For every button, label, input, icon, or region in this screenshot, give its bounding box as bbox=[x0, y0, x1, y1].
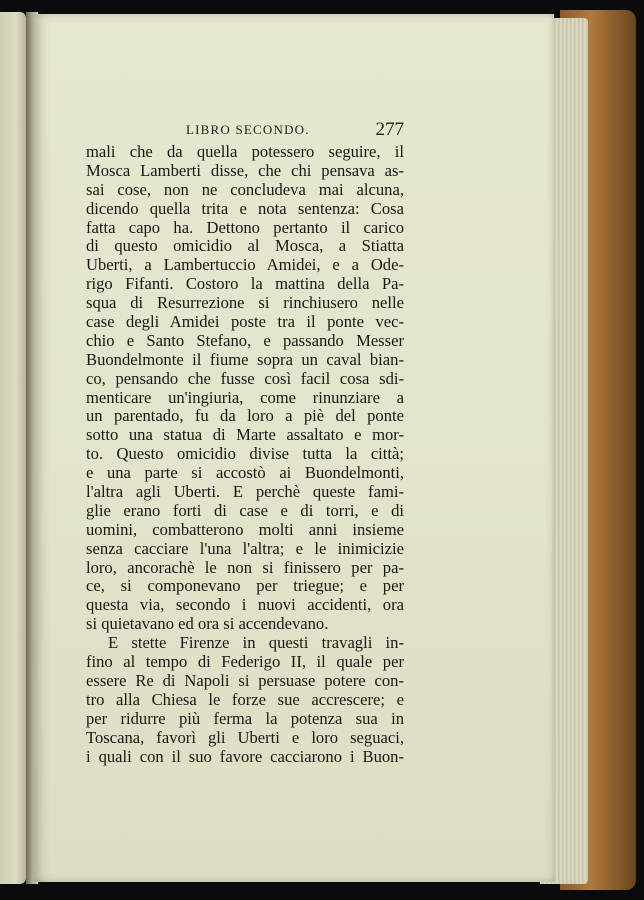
text-line: rigo Fifanti. Costoro la mattina della Pa- bbox=[86, 274, 404, 294]
text-line: tro alla Chiesa le forze sue accrescere; e bbox=[86, 689, 404, 709]
text-line: per ridurre più ferma la potenza sua in bbox=[86, 708, 404, 728]
text-line: e una parte si accostò ai Buondelmonti, bbox=[86, 463, 404, 483]
text-line: sai cose, non ne concludeva mai alcuna, bbox=[86, 179, 404, 199]
text-line: glie erano forti di case e di torri, e di bbox=[86, 500, 404, 520]
text-line: squa di Resurrezione si rinchiusero nelle bbox=[86, 293, 404, 313]
text-line: Buondelmonte il fiume sopra un caval bian- bbox=[86, 349, 404, 369]
body-text bbox=[86, 143, 404, 766]
page-header bbox=[186, 119, 404, 143]
text-line: to. Questo omicidio divise tutta la città; bbox=[86, 444, 404, 464]
text-line: dicendo quella trita e nota sentenza: Cosa bbox=[86, 198, 404, 218]
text-line: l'altra agli Uberti. E perchè queste fami- bbox=[86, 482, 404, 502]
paragraph-start-line: E stette Firenze in questi travagli in- bbox=[108, 633, 404, 653]
text-line: di questo omicidio al Mosca, a Stiatta bbox=[86, 236, 404, 256]
running-title: LIBRO SECONDO. bbox=[186, 122, 310, 137]
text-line: fatta capo ha. Dettono pertanto il carico bbox=[86, 217, 404, 237]
text-line: sotto una statua di Marte assaltato e mor- bbox=[86, 425, 404, 445]
text-line: mali che da quella potessero seguire, il bbox=[86, 142, 404, 161]
text-line: essere Re di Napoli si persuase potere con- bbox=[86, 670, 404, 690]
text-line: co, pensando che fusse così facil cosa sdi- bbox=[86, 368, 404, 388]
text-line: case degli Amidei poste tra il ponte vec- bbox=[86, 312, 404, 332]
text-line: questa via, secondo i nuovi accidenti, ora bbox=[86, 595, 404, 615]
text-line: Uberti, a Lambertuccio Amidei, e a Ode- bbox=[86, 255, 404, 275]
page-number: 277 bbox=[375, 119, 404, 140]
text-line: fino al tempo di Federigo II, il quale per bbox=[86, 652, 404, 672]
facing-page-edge bbox=[0, 12, 26, 884]
text-line: menticare un'ingiuria, come rinunziare a bbox=[86, 387, 404, 407]
text-line: loro, ancorachè le non si finissero per pa- bbox=[86, 557, 404, 577]
text-line: Mosca Lamberti disse, che chi pensava as- bbox=[86, 160, 404, 180]
text-line: i quali con il suo favore cacciarono i Buon- bbox=[86, 746, 404, 766]
paragraph-end-line: si quietavano ed ora si accendevano. bbox=[86, 614, 329, 634]
text-line: ce, si componevano per triegue; e per bbox=[86, 576, 404, 596]
text-line: uomini, combatterono molti anni insieme bbox=[86, 519, 404, 539]
text-line: senza cacciare l'una l'altra; e le inimicizie bbox=[86, 538, 404, 558]
text-line: un parentado, fu da loro a piè del ponte bbox=[86, 406, 404, 426]
text-line: Toscana, favorì gli Uberti e loro seguaci, bbox=[86, 727, 404, 747]
text-line: chio e Santo Stefano, e passando Messer bbox=[86, 330, 404, 350]
